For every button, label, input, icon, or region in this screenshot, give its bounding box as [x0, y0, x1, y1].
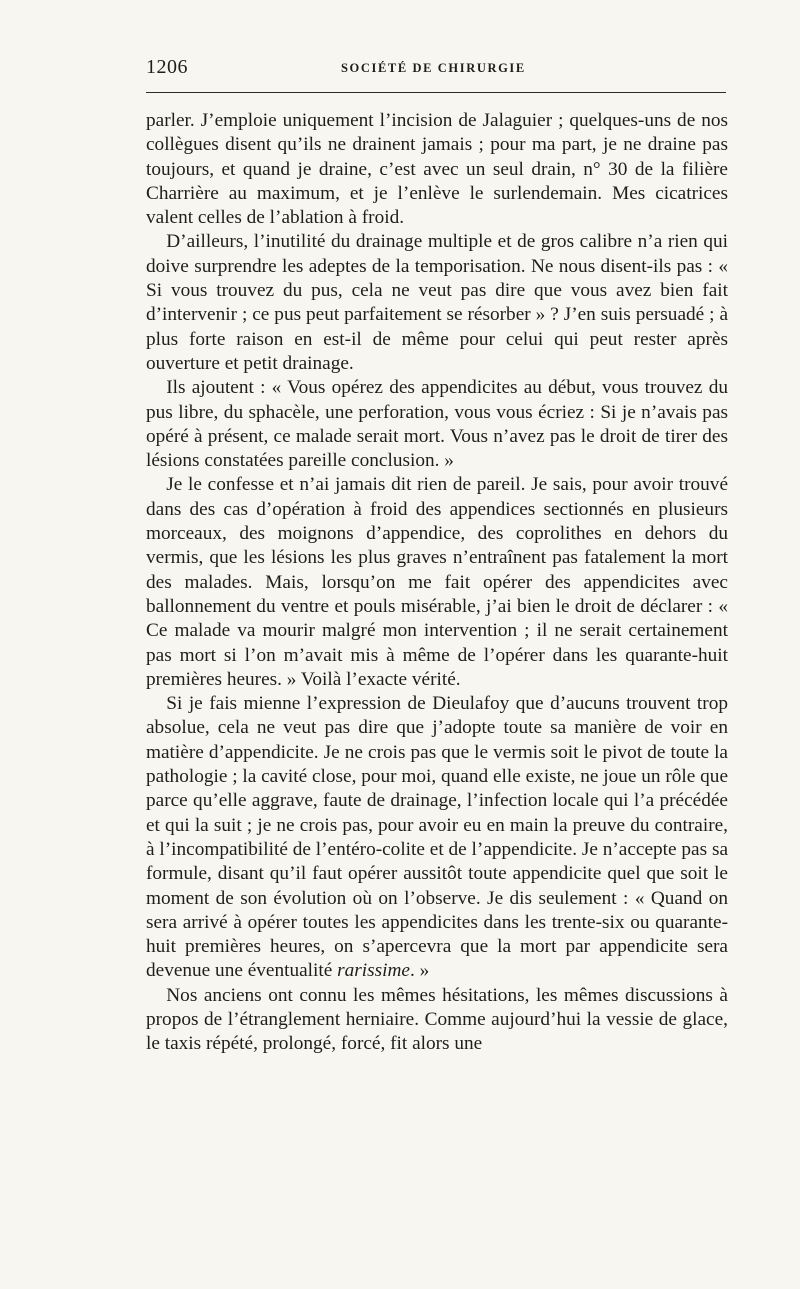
- paragraph: parler. J’emploie uniquement l’incision de Jalaguier ; quelques-uns de nos collègues disent qu’ils ne drainent jamais ; pour ma part, je ne draine pas toujours, et quand je draine, c’est avec un seul drain, n° 30 de la filière Charrière au maximum, et je l’enlève le surlendemain. Mes cicatrices valent celles de l’ablation à froid.: [146, 110, 728, 229]
- body-text: [146, 109, 728, 1057]
- paragraph: Je le confesse et n’ai jamais dit rien de pareil. Je sais, pour avoir trouvé dans des cas d’opération à froid des appendices sectionnés en plusieurs morceaux, des moignons d’appendice, des coprolithes en dehors du vermis, que les lésions les plus graves n’entraînent pas fatalement la mort des malades. Mais, lorsqu’on me fait opérer des appendicites avec ballonnement du ventre et pouls misérable, j’ai bien le droit de déclarer : « Ce malade va mourir malgré mon intervention ; il ne serait certainement pas mort si l’on m’avait mis à même de l’opérer dans les quarante-huit premières heures. » Voilà l’exacte vérité.: [146, 474, 728, 690]
- page-header: [146, 56, 726, 82]
- paragraph: Ils ajoutent : « Vous opérez des appendicites au début, vous trouvez du pus libre, du sphacèle, une perforation, vous vous écriez : Si je n’avais pas opéré à présent, ce malade serait mort. Vous n’avez pas le droit de tirer des lésions constatées pareille conclusion. »: [146, 377, 728, 472]
- italic-word: rarissime: [337, 960, 410, 982]
- header-rule: [146, 92, 726, 93]
- paragraph-tail: . »: [409, 960, 430, 982]
- paragraph: Nos anciens ont connu les mêmes hésitations, les mêmes discussions à propos de l’étranglement herniaire. Comme aujourd’hui la vessie de glace, le taxis répété, prolongé, forcé, fit alors une: [146, 984, 728, 1055]
- paragraph: D’ailleurs, l’inutilité du drainage multiple et de gros calibre n’a rien qui doive surprendre les adeptes de la temporisation. Ne nous disent-ils pas : « Si vous trouvez du pus, cela ne veut pas dire que vous avez bien fait d’intervenir ; ce pus peut parfaitement se résorber » ? J’en suis persuadé ; à plus forte raison en est-il de même pour celui qui peut rester après ouverture et petit drainage.: [146, 231, 728, 374]
- running-head: SOCIÉTÉ DE CHIRURGIE: [341, 61, 526, 75]
- paragraph-text: Si je fais mienne l’expression de Dieulafoy que d’aucuns trouvent trop absolue, cela ne veut pas dire que j’adopte toute sa manière de voir en matière d’appendicite. Je ne crois pas que le vermis soit le pivot de toute la pathologie ; la cavité close, pour moi, quand elle existe, ne joue un rôle que parce qu’elle aggrave, faute de drainage, l’infection locale qui l’a précédée et qui la suit ; je ne crois pas, pour avoir eu en main la preuve du contraire, à l’incompatibilité de l’entéro-colite et de l’appendicite. Je n’accepte pas sa formule, disant qu’il faut opérer aussitôt toute appendicite quel que soit le moment de son évolution où on l’observe. Je dis seulement : « Quand on sera arrivé à opérer toutes les appendicites dans les trente-six ou quarante-huit premières heures, on s’apercevra que la mort par appendicite sera devenue une éventualité: [146, 693, 729, 982]
- page-number: 1206: [146, 56, 188, 78]
- paragraph: [146, 692, 728, 984]
